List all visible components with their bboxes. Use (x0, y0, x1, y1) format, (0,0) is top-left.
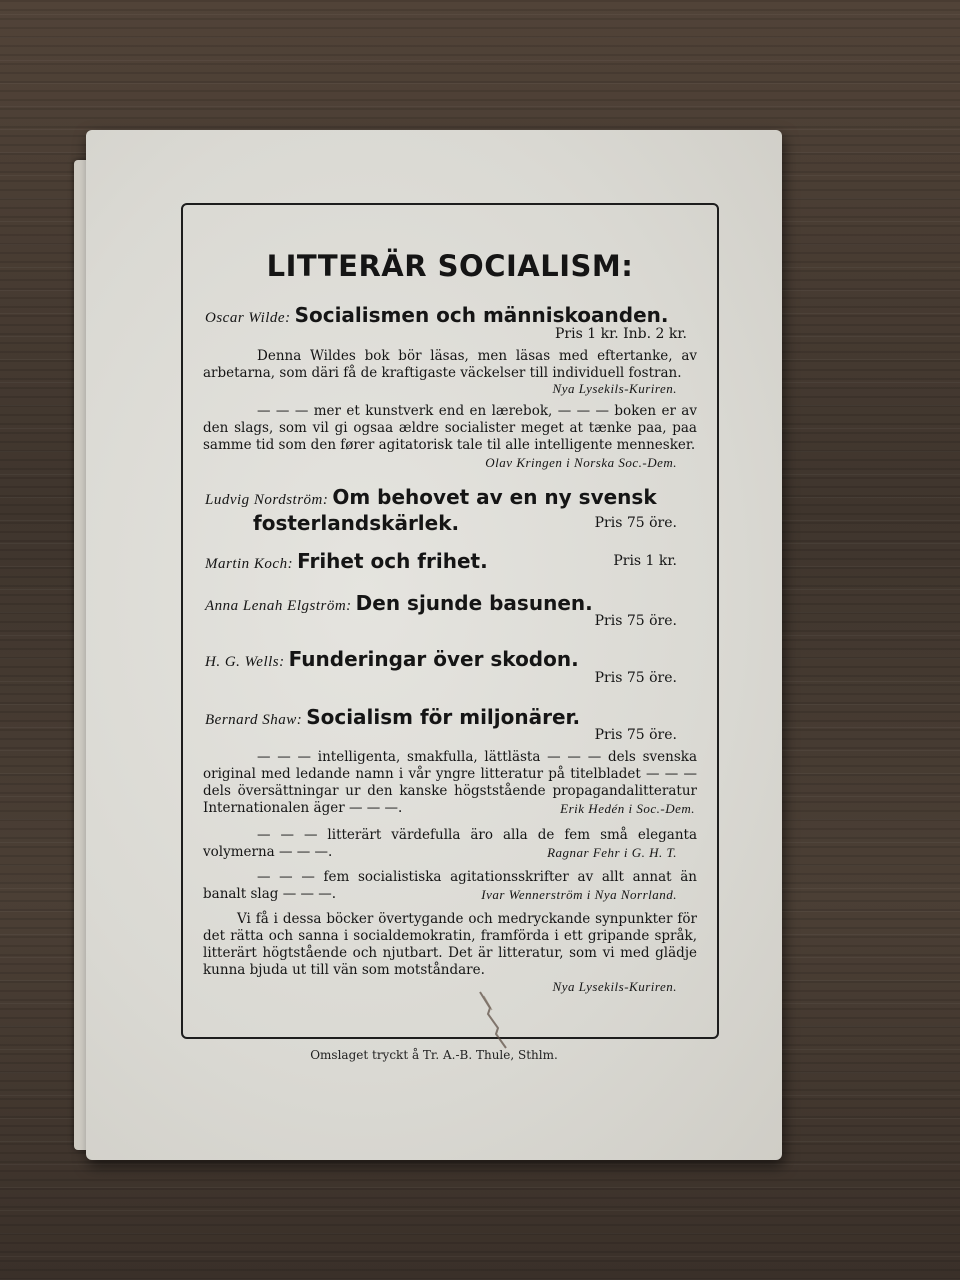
headline: LITTERÄR SOCIALISM: (266, 249, 634, 283)
book-author: Bernard Shaw: (205, 712, 303, 728)
book-price: Pris 1 kr. Inb. 2 kr. (555, 326, 687, 342)
review-quote: — — — intelligenta, smakfulla, lättlästa — — — dels svenska original med ledande namn i vår yngre litteratur på titelbladet — — — dels översättningar ur den kanske högststående propagandalitteratur Internationalen äger — — —. (203, 749, 697, 816)
review-source: Nya Lysekils-Kuriren. (552, 979, 677, 994)
book-title: Frihet och frihet. (297, 549, 488, 573)
review-source: Erik Hedén i Soc.-Dem. (560, 801, 695, 816)
book-title: Den sjunde basunen. (355, 591, 593, 615)
book-entry-wells (205, 647, 579, 671)
book-entry-elgstrom (205, 591, 593, 615)
review-quote: — — — fem socialistiska agitationsskrifter av allt annat än banalt slag — — —. (203, 869, 697, 902)
book-price: Pris 75 öre. (594, 515, 677, 531)
review-quote: — — — litterärt värdefulla äro alla de fem små eleganta volymerna — — —. (203, 827, 697, 860)
book-price: Pris 75 öre. (594, 670, 677, 686)
book-author: Ludvig Nordström: (205, 492, 329, 508)
book-entry-wilde (205, 303, 695, 327)
book-entry-koch (205, 549, 488, 573)
book-title: Socialism för miljonärer. (306, 705, 581, 729)
review-quote: — — — mer et kunstverk end en lærebok, — — — boken er av den slags, som vil gi ogsaa ældre socialister meget at tænke paa, paa samme tid som den fører agitatorisk tale til alle intelligente mennesker. (203, 403, 697, 453)
book-author: H. G. Wells: (205, 654, 285, 670)
review-quote: Vi få i dessa böcker övertygande och medryckande synpunkter för det rätta och sanna i socialdemokratin, framförda i ett gripande språk, litterärt högtstående och njutbart. Det är litteratur, som vi med glädje kunna bjuda ut till vän som motståndare. (203, 911, 697, 978)
paper-crease-mark (476, 990, 516, 1050)
book-author: Martin Koch: (205, 556, 294, 572)
book-price: Pris 75 öre. (594, 613, 677, 629)
advertisement-frame (181, 203, 719, 1039)
review-source: Nya Lysekils-Kuriren. (552, 381, 677, 396)
book-author: Anna Lenah Elgström: (205, 598, 352, 614)
book-entry-nordstrom (205, 485, 657, 509)
book-price: Pris 1 kr. (613, 553, 677, 569)
book-entry-shaw (205, 705, 580, 729)
book-title-continued: fosterlandskärlek. (253, 511, 460, 535)
book-price: Pris 75 öre. (594, 727, 677, 743)
book-title: Funderingar över skodon. (288, 647, 579, 671)
printer-imprint: Omslaget tryckt å Tr. A.-B. Thule, Sthlm. (310, 1048, 558, 1062)
review-quote: Denna Wildes bok bör läsas, men läsas med eftertanke, av arbetarna, som däri få de kraftigaste väckelser till individuell fostran. (203, 348, 697, 381)
review-source: Olav Kringen i Norska Soc.-Dem. (485, 455, 677, 470)
book-title: Socialismen och människoanden. (294, 303, 669, 327)
book-author: Oscar Wilde: (205, 310, 291, 326)
review-source: Ragnar Fehr i G. H. T. (547, 845, 677, 860)
review-source: Ivar Wennerström i Nya Norrland. (481, 887, 677, 902)
book-title: Om behovet av en ny svensk (332, 485, 657, 509)
book-back-cover (86, 130, 782, 1160)
